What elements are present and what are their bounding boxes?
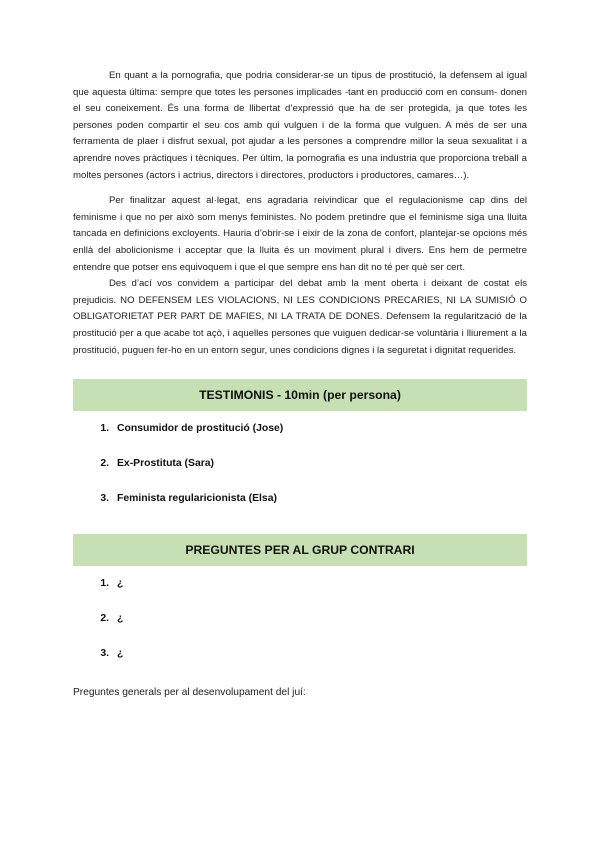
preguntes-list <box>73 566 527 671</box>
document-page <box>73 68 527 698</box>
list-item-text: Ex-Prostituta (Sara) <box>117 458 215 470</box>
list-item <box>73 446 527 481</box>
list-item-text: ¿ <box>117 578 124 590</box>
list-item-number: 1. <box>100 578 109 590</box>
list-item-text: ¿ <box>117 648 124 660</box>
list-item-number: 2. <box>100 458 109 470</box>
paragraph-convidem: Des d’ací vos convidem a participar del debat amb la ment oberta i deixant de costat els prejudicis. NO DEFENSEM LES VIOLACIONS, NI LES CONDICIONS PRECARIES, NI LA SUMISIÓ O OBLIGATORIETAT PER PART DE MAFIES, NI LA TRATA DE DONES. Defensem la regularització de la prostitució per a que acabe tot açò, i aquelles persones que vuiguen dedicar-se voluntària i lliurement a la prostitució, puguen fer-ho en un entorn segur, unes condicions dignes i la seguretat i dignitat requerides. <box>73 278 527 356</box>
footer-text: Preguntes generals per al desenvolupament del juí: <box>73 687 306 699</box>
paragraph-pornografia: En quant a la pornografia, que podria considerar-se un tipus de prostitució, la defensem al igual que aquesta última: sempre que totes les persones implicades -tant en producció com en consum- donen el seu coneixement. És una forma de llibertat d’expressió que ha de ser protegida, ja que totes les persones poden compartir el seu cos amb qui vulguen i de la forma que vulguen. A més de ser una ferramenta de plaer i disfrut sexual, pot ajudar a les persones a comprendre millor la seua sexualitat i a aprendre noves pràctiques i tècniques. Per últim, la pornografia es una industria que proporciona treball a moltes persones (actors i actrius, directors i directores, productors i productores, camares…). <box>73 70 527 181</box>
section-heading-preguntes: PREGUNTES PER AL GRUP CONTRARI <box>73 534 527 566</box>
list-item-number: 2. <box>100 613 109 625</box>
list-item-number: 3. <box>100 648 109 660</box>
section-heading-testimonis: TESTIMONIS - 10min (per persona) <box>73 379 527 411</box>
list-item <box>73 481 527 516</box>
list-item-number: 3. <box>100 493 109 505</box>
list-item <box>73 601 527 636</box>
list-item <box>73 566 527 601</box>
list-item-number: 1. <box>100 423 109 435</box>
paragraph-finalitzar: Per finalitzar aquest al·legat, ens agradaria reivindicar que el regulacionisme cap dins del feminisme i que no per això som menys feministes. No podem pretindre que el feminisme siga una lluita tancada en definicions excloyents. Hauria d’obrir-se i eixir de la zona de confort, plantejar-se opcions més enllà del abolicionisme i acceptar que la lluita és un moviment plural i divers. Ens hem de permetre entendre que potser ens equivoquem i que el que sempre ens han dit no té per què ser cert. <box>73 195 527 273</box>
list-item <box>73 411 527 446</box>
list-item <box>73 636 527 671</box>
list-item-text: ¿ <box>117 613 124 625</box>
testimonis-list <box>73 411 527 516</box>
list-item-text: Feminista regularicionista (Elsa) <box>117 493 277 505</box>
list-item-text: Consumidor de prostitució (Jose) <box>117 423 284 435</box>
